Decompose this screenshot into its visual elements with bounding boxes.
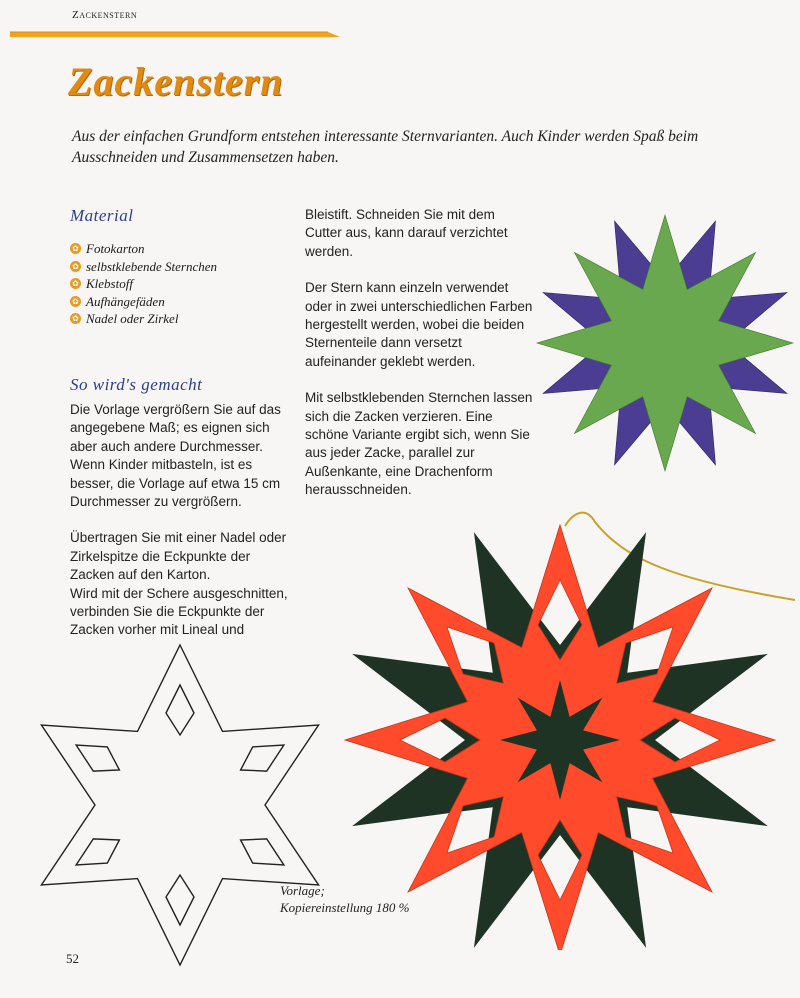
intro-text: Aus der einfachen Grundform entstehen interessante Sternvarianten. Auch Kinder werden Spaß beim Ausschneiden und Zusammensetzen haben. (72, 128, 699, 166)
header-rule (10, 29, 340, 37)
star-bullet-icon: ✿ (70, 313, 81, 324)
instruction-paragraph: Die Vorlage vergrößern Sie auf das angegebene Maß; es eignen sich aber auch andere Durchmesser. Wenn Kinder mitbasteln, ist es besser, die Vorlage auf etwa 15 cm Durchmesser zu vergrößern. (70, 402, 281, 510)
star-bullet-icon: ✿ (70, 261, 81, 272)
material-item: ✿ Fotokarton (70, 240, 217, 258)
material-item: ✿ Nadel oder Zirkel (70, 310, 217, 328)
material-item: ✿ Klebstoff (70, 275, 217, 293)
star-bullet-icon: ✿ (70, 278, 81, 289)
instruction-paragraph: Übertragen Sie mit einer Nadel oder Zirkelspitze die Eckpunkte der Zacken auf den Karton. (70, 530, 287, 583)
green-purple-star-photo (530, 205, 800, 480)
star-template-outline (10, 640, 350, 970)
instruction-paragraph: Der Stern kann einzeln verwendet oder in zwei unterschiedlichen Farben hergestellt werden, wobei die beiden Sternenteile dann versetzt aufeinander geklebt werden. (305, 280, 533, 369)
template-caption: Vorlage; Kopiereinstellung 180 % (280, 883, 410, 915)
instruction-paragraph: Wird mit der Schere ausgeschnitten, verbinden Sie die Eckpunkte der Zacken vorher mit Lineal und (70, 585, 288, 638)
page-title: Zackenstern (68, 59, 284, 104)
star-bullet-icon: ✿ (70, 296, 81, 307)
instruction-paragraph: Bleistift. Schneiden Sie mit dem Cutter aus, kann darauf verzichtet werden. (305, 207, 508, 259)
instructions-column-1 (70, 401, 290, 640)
running-head: Zackenstern (72, 9, 138, 21)
material-item: ✿ Aufhängefäden (70, 293, 217, 311)
material-heading: Material (70, 206, 134, 225)
material-list (70, 240, 217, 328)
instruction-paragraph: Mit selbstklebenden Sternchen lassen sich die Zacken verzieren. Eine schöne Variante ergibt sich, wenn Sie aus jeder Zacke, parallel zur Außenkante, eine Drachenform herausschneiden. (305, 390, 533, 498)
instructions-column-2 (305, 206, 535, 500)
star-bullet-icon: ✿ (70, 243, 81, 254)
howto-heading: So wird's gemacht (70, 375, 203, 394)
page-number: 52 (66, 951, 79, 966)
material-item: ✿ selbstklebende Sternchen (70, 258, 217, 276)
